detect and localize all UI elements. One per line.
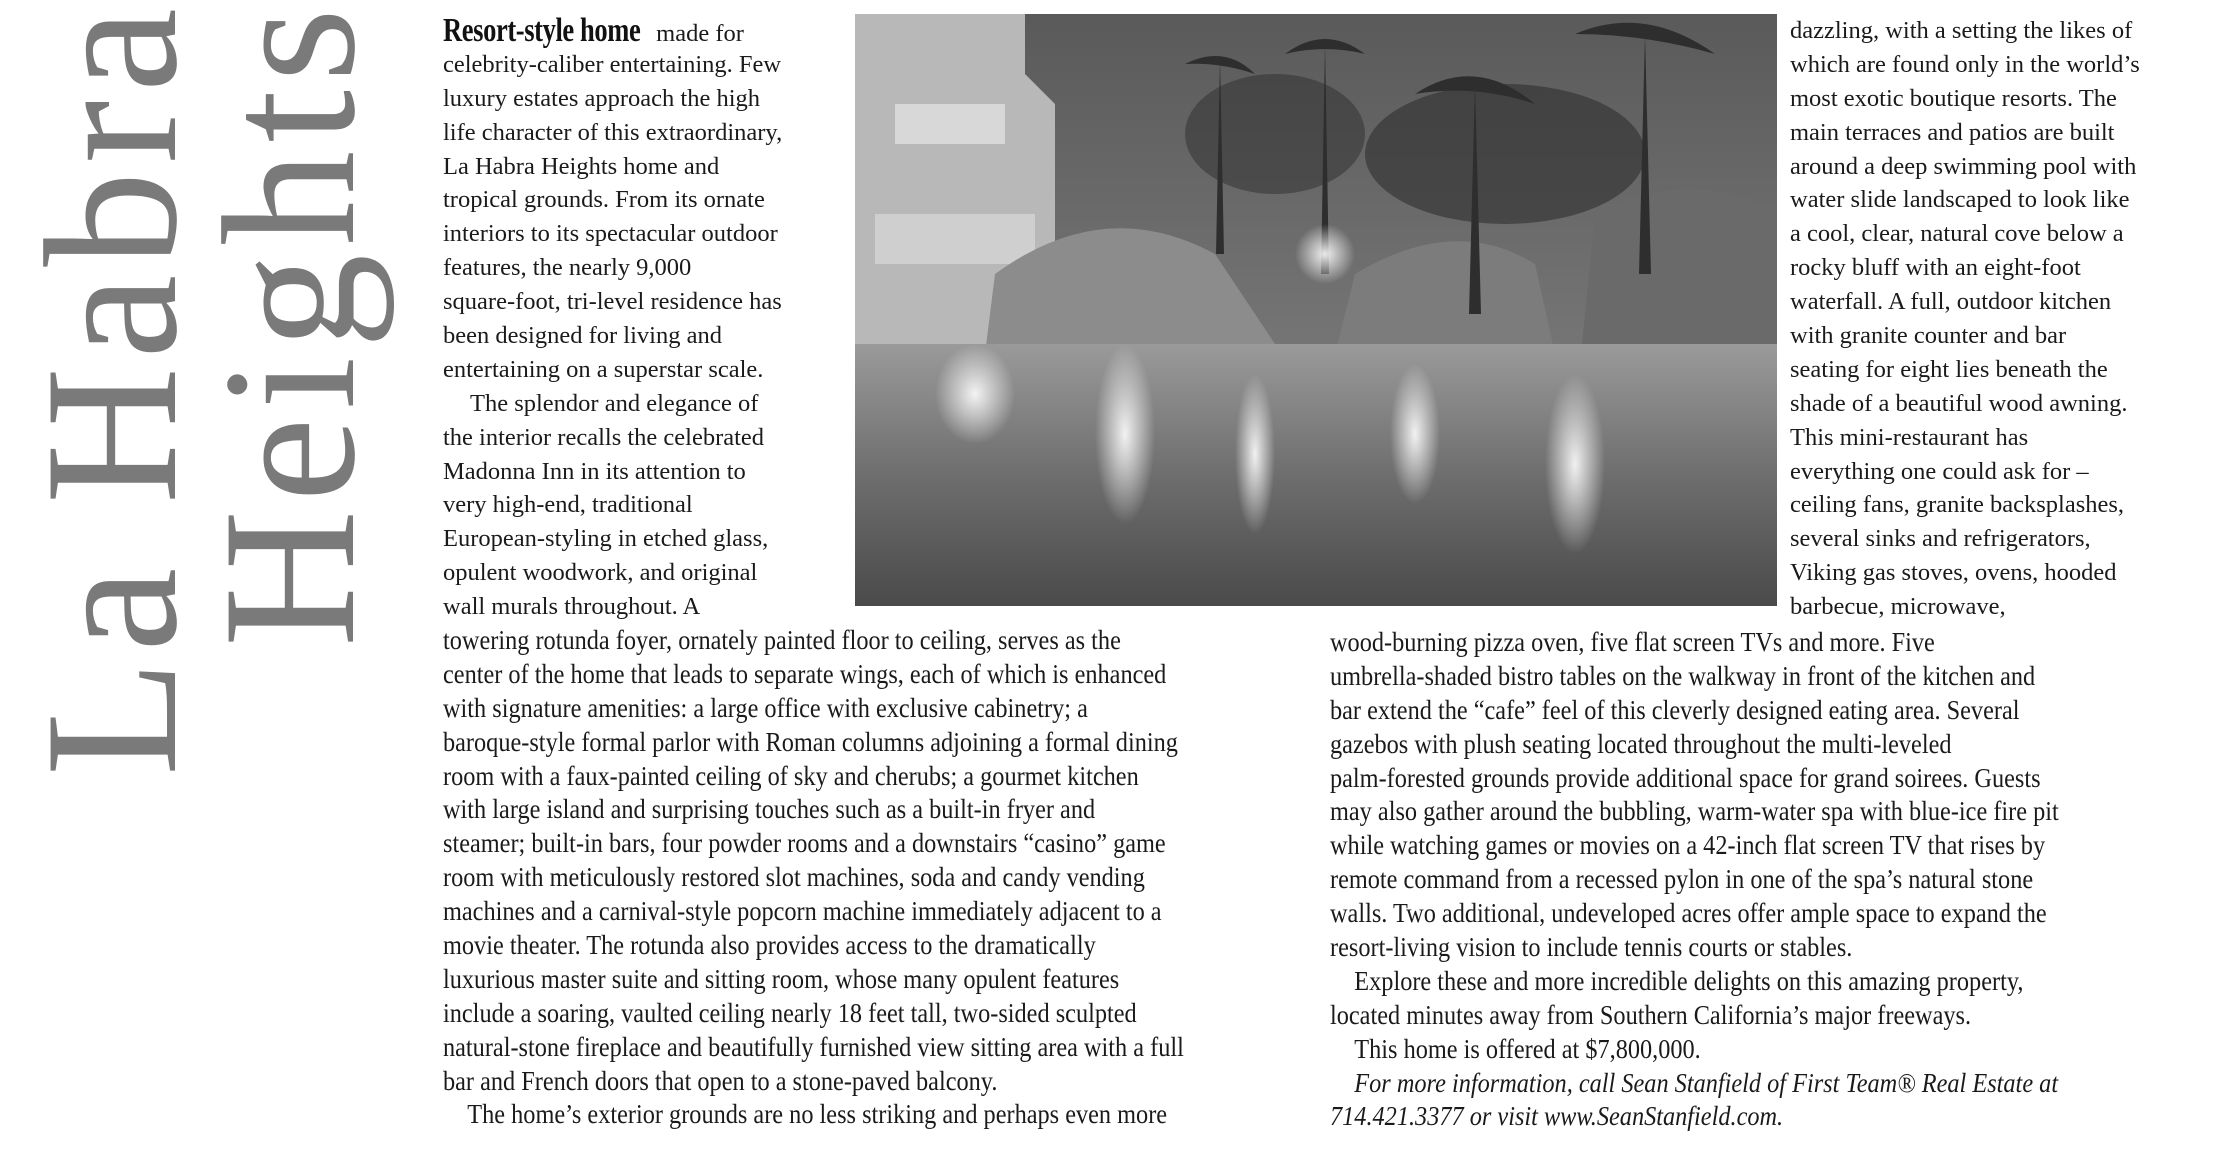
article-line: Viking gas stoves, ovens, hooded xyxy=(1790,559,2117,587)
article-line: wood-burning pizza oven, five flat screen TVs and more. Five xyxy=(1330,627,1935,657)
article-line: most exotic boutique resorts. The xyxy=(1790,84,2117,112)
article-line: steamer; built-in bars, four powder rooms and a downstairs “casino” game xyxy=(443,828,1166,859)
article-line: bar extend the “cafe” feel of this cleverly designed eating area. Several xyxy=(1330,694,2020,725)
article-line: dazzling, with a setting the likes of xyxy=(1790,17,2133,44)
article-line: resort-living vision to include tennis courts or stables. xyxy=(1330,932,1853,963)
article-line: machines and a carnival-style popcorn machine immediately adjacent to a xyxy=(443,896,1162,927)
article-line: Madonna Inn in its attention to xyxy=(443,457,746,485)
article-line: room with a faux-painted ceiling of sky and cherubs; a gourmet kitchen xyxy=(443,760,1139,791)
article-line: palm-forested grounds provide additional space for grand soirees. Guests xyxy=(1330,762,2041,793)
article-line: ceiling fans, granite backsplashes, xyxy=(1790,491,2125,519)
article-line: main terraces and patios are built xyxy=(1790,118,2115,146)
article-line: waterfall. A full, outdoor kitchen xyxy=(1790,288,2112,316)
article-line: barbecue, microwave, xyxy=(1790,593,2006,621)
article-line: interiors to its spectacular outdoor xyxy=(443,220,778,248)
article-line: with large island and surprising touches such as a built-in fryer and xyxy=(443,794,1096,825)
article-line: towering rotunda foyer, ornately painted floor to ceiling, serves as the xyxy=(443,625,1121,655)
article-line: tropical grounds. From its ornate xyxy=(443,186,765,214)
article-line: wall murals throughout. A xyxy=(443,593,701,621)
title-line-2: Heights xyxy=(185,0,395,648)
lead-rest: made for xyxy=(650,20,744,47)
article-column-right xyxy=(1790,14,2140,624)
section-title-vertical xyxy=(0,0,395,830)
article-line: while watching games or movies on a 42-inch flat screen TV that rises by xyxy=(1330,830,2046,861)
article-line: opulent woodwork, and original xyxy=(443,559,758,587)
article-line: The splendor and elegance of xyxy=(470,389,759,417)
article-line: water slide landscaped to look like xyxy=(1790,186,2130,214)
article-line: The home’s exterior grounds are no less striking and perhaps even more xyxy=(467,1099,1168,1130)
lead-line xyxy=(443,14,782,48)
article-line: around a deep swimming pool with xyxy=(1790,152,2137,180)
article-line: include a soaring, vaulted ceiling nearly 18 feet tall, two-sided sculpted xyxy=(443,997,1137,1028)
article-line: rocky bluff with an eight-foot xyxy=(1790,254,2081,282)
article-line: luxury estates approach the high xyxy=(443,84,761,112)
article-line: square-foot, tri-level residence has xyxy=(443,288,782,316)
article-line: luxurious master suite and sitting room, whose many opulent features xyxy=(443,963,1120,994)
article-line: features, the nearly 9,000 xyxy=(443,254,692,282)
article-line: which are found only in the world’s xyxy=(1790,50,2140,78)
article-line: located minutes away from Southern California’s major freeways. xyxy=(1330,999,1972,1030)
article-lead: Resort-style home xyxy=(443,12,641,49)
article-line: umbrella-shaded bistro tables on the walkway in front of the kitchen and xyxy=(1330,660,2036,691)
article-line: shade of a beautiful wood awning. xyxy=(1790,389,2128,417)
article-line: center of the home that leads to separate wings, each of which is enhanced xyxy=(443,658,1167,689)
article-line: remote command from a recessed pylon in one of the spa’s natural stone xyxy=(1330,864,2034,895)
article-line: La Habra Heights home and xyxy=(443,152,720,180)
article-line: room with meticulously restored slot machines, soda and candy vending xyxy=(443,862,1145,893)
article-line: been designed for living and xyxy=(443,322,722,350)
article-line: a cool, clear, natural cove below a xyxy=(1790,220,2124,248)
article-line: the interior recalls the celebrated xyxy=(443,423,765,451)
article-line: walls. Two additional, undeveloped acres offer ample space to expand the xyxy=(1330,898,2047,929)
pool-photo xyxy=(855,14,1777,606)
article-line: everything one could ask for – xyxy=(1790,457,2089,485)
article-line: This mini-restaurant has xyxy=(1790,423,2029,451)
article-line: movie theater. The rotunda also provides access to the dramatically xyxy=(443,930,1096,961)
article-line: several sinks and refrigerators, xyxy=(1790,525,2091,553)
article-line: seating for eight lies beneath the xyxy=(1790,355,2108,383)
article-line: bar and French doors that open to a stone-paved balcony. xyxy=(443,1065,998,1096)
article-line: gazebos with plush seating located throughout the multi-leveled xyxy=(1330,728,1952,759)
article-line: life character of this extraordinary, xyxy=(443,118,783,146)
article-column-bottom-left xyxy=(443,624,1184,1132)
article-line: Explore these and more incredible delights on this amazing property, xyxy=(1354,965,2024,996)
article-line: 714.421.3377 or visit www.SeanStanfield.com. xyxy=(1330,1101,1784,1132)
article-column-left xyxy=(443,14,782,624)
title-line-1: La Habra xyxy=(7,0,217,777)
article-line: For more information, call Sean Stanfield of First Team® Real Estate at xyxy=(1354,1067,2059,1098)
article-line: with granite counter and bar xyxy=(1790,322,2067,350)
article-line: may also gather around the bubbling, warm-water spa with blue-ice fire pit xyxy=(1330,796,2059,827)
article-line: with signature amenities: a large office with exclusive cabinetry; a xyxy=(443,692,1088,723)
article-line: natural-stone fireplace and beautifully furnished view sitting area with a full xyxy=(443,1031,1184,1062)
article-line: European-styling in etched glass, xyxy=(443,525,769,553)
article-line: This home is offered at $7,800,000. xyxy=(1354,1033,1701,1064)
article-column-bottom-right xyxy=(1330,626,2059,1134)
article-line: celebrity-caliber entertaining. Few xyxy=(443,50,782,78)
article-line: very high-end, traditional xyxy=(443,491,693,519)
article-line: baroque-style formal parlor with Roman columns adjoining a formal dining xyxy=(443,726,1178,757)
article-line: entertaining on a superstar scale. xyxy=(443,355,764,383)
